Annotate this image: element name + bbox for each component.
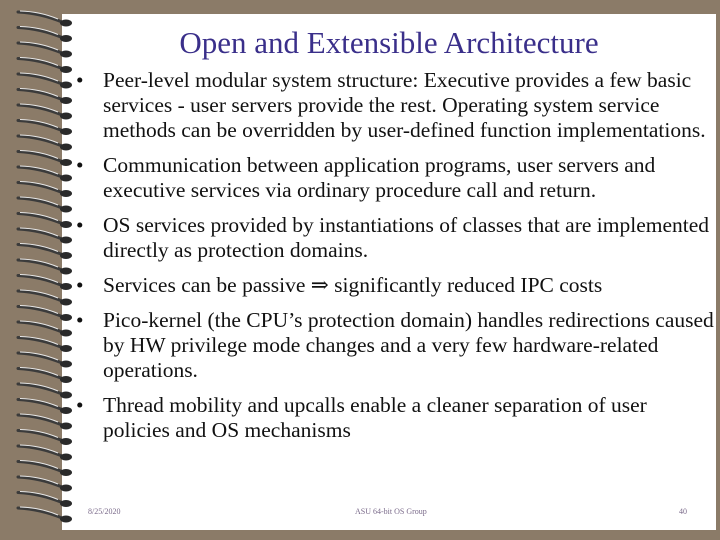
spiral-ring-icon: [18, 213, 72, 229]
bullet-dot: •: [76, 393, 84, 417]
spiral-ring-icon: [18, 89, 72, 105]
bullet-dot: •: [76, 308, 84, 332]
footer-page-number: 40: [679, 507, 687, 516]
spiral-ring-icon: [18, 228, 72, 244]
spiral-ring-icon: [18, 476, 72, 492]
spiral-ring-icon: [18, 120, 72, 136]
bullet-text: Thread mobility and upcalls enable a cleaner separation of user policies and OS mechanisms: [103, 393, 647, 442]
bullet-text: Services can be passive ⇒ significantly reduced IPC costs: [103, 273, 603, 297]
bullet-dot: •: [76, 213, 84, 237]
bullet-item: [76, 273, 716, 298]
footer-center-text: ASU 64-bit OS Group: [355, 507, 427, 516]
footer-date: 8/25/2020: [88, 507, 121, 516]
spiral-ring-icon: [18, 73, 72, 89]
bullet-text: Pico-kernel (the CPU’s protection domain) handles redirections caused by HW privilege mode changes and a very few hardware-related operations.: [103, 308, 714, 382]
spiral-ring-icon: [18, 275, 72, 291]
slide-title: Open and Extensible Architecture: [179, 25, 599, 60]
spiral-ring-icon: [18, 430, 72, 446]
bullet-item: [76, 213, 716, 263]
spiral-ring-icon: [18, 290, 72, 306]
spiral-ring-icon: [18, 368, 72, 384]
spiral-ring-icon: [18, 507, 72, 523]
bullet-text: Communication between application programs, user servers and executive services via ordinary procedure call and return.: [103, 153, 656, 202]
spiral-ring-icon: [18, 135, 72, 151]
spiral-ring-icon: [18, 445, 72, 461]
bullet-dot: •: [76, 153, 84, 177]
spiral-ring-icon: [18, 461, 72, 477]
spiral-ring-icon: [18, 352, 72, 368]
bullet-list: [76, 68, 716, 453]
bullet-text: OS services provided by instantiations of classes that are implemented directly as protection domains.: [103, 213, 710, 262]
bullet-item: [76, 68, 716, 143]
bullet-item: [76, 153, 716, 203]
spiral-ring-icon: [18, 104, 72, 120]
bullet-dot: •: [76, 273, 84, 297]
spiral-ring-icon: [18, 321, 72, 337]
spiral-ring-icon: [18, 414, 72, 430]
spiral-ring-icon: [18, 306, 72, 322]
spiral-ring-icon: [18, 337, 72, 353]
spiral-ring-icon: [18, 151, 72, 167]
spiral-ring-icon: [18, 383, 72, 399]
spiral-ring-icon: [18, 197, 72, 213]
spiral-ring-icon: [18, 166, 72, 182]
bullet-text: Peer-level modular system structure: Executive provides a few basic services - user servers provide the rest. Operating system service methods can be overridden by user-defined function implementations.: [103, 68, 706, 142]
spiral-ring-icon: [18, 182, 72, 198]
bullet-item: [76, 393, 716, 443]
bullet-dot: •: [76, 68, 84, 92]
bullet-item: [76, 308, 716, 383]
spiral-ring-icon: [18, 259, 72, 275]
spiral-ring-icon: [18, 492, 72, 508]
spiral-ring-icon: [18, 399, 72, 415]
spiral-ring-icon: [18, 244, 72, 260]
